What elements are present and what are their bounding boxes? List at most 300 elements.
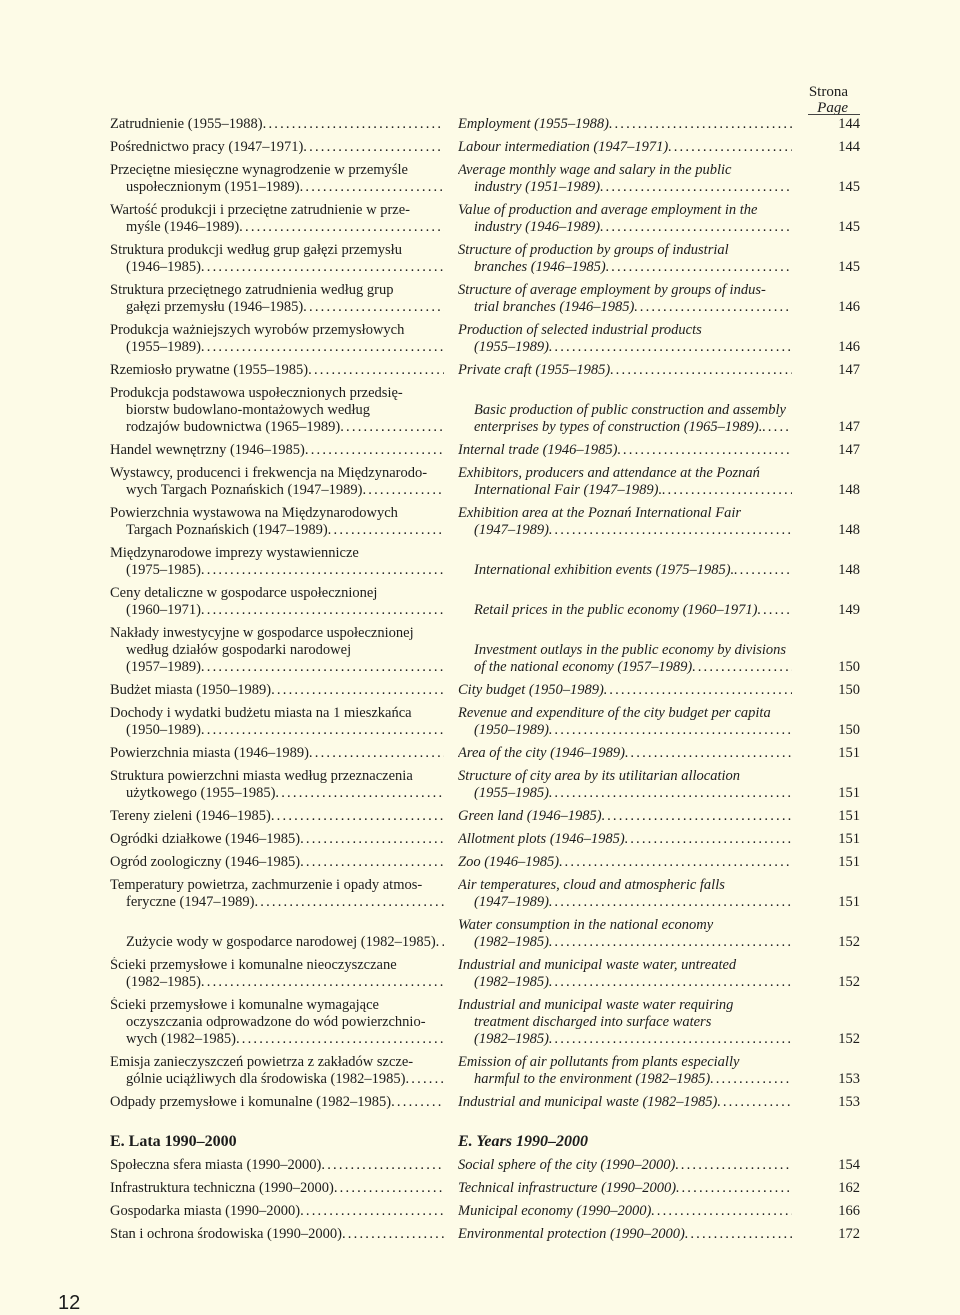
toc-entry [110, 854, 860, 871]
entry-title-en [458, 505, 792, 539]
entry-line-text: industry (1951–1989) [474, 179, 601, 195]
entry-line [458, 831, 792, 848]
entry-line-text: oczyszczania odprowadzone do wód powierzchnio- [126, 1014, 426, 1030]
dot-leader [263, 116, 444, 133]
entry-line [110, 116, 444, 133]
entry-line [458, 282, 792, 299]
entry-page-number: 150 [838, 682, 860, 698]
entry-line-text: Private craft (1955–1985) [458, 362, 611, 378]
entry-line [458, 139, 792, 156]
entry-line-text: rodzajów budownictwa (1965–1989) [126, 419, 341, 435]
entry-title-en [458, 139, 792, 156]
entry-line-text: Average monthly wage and salary in the public [458, 162, 732, 178]
toc-entry [110, 997, 860, 1048]
entry-line [458, 974, 792, 991]
entry-page-number: 149 [838, 602, 860, 618]
entry-line-text: Nakłady inwestycyjne w gospodarce uspołecznionej [110, 625, 414, 641]
entry-line [458, 1094, 792, 1111]
entry-line [458, 1226, 792, 1243]
dot-leader [634, 299, 792, 316]
entry-line-text: (1947–1989) [474, 894, 549, 910]
dot-leader [734, 562, 792, 579]
entry-line-text: Social sphere of the city (1990–2000) [458, 1157, 676, 1173]
entry-title-en [458, 1157, 792, 1174]
dot-leader [426, 1014, 444, 1031]
entry-title-en [458, 545, 792, 579]
entry-page-number: 148 [838, 562, 860, 578]
entry-line [110, 242, 444, 259]
entry-page-number: 151 [838, 745, 860, 761]
entry-page-number: 151 [838, 831, 860, 847]
entry-line-text: Exhibition area at the Poznań International Fair [458, 505, 741, 521]
entry-page-number: 148 [838, 522, 860, 538]
entry-line [458, 1054, 792, 1071]
entry-title-en [458, 957, 792, 991]
entry-line-text: Ogródki działkowe (1946–1985) [110, 831, 301, 847]
entry-line [458, 659, 792, 676]
entry-title-en [458, 162, 792, 196]
entry-title-en [458, 877, 792, 911]
entry-title-pl [110, 1180, 444, 1197]
entry-line [110, 745, 444, 762]
toc-entry [110, 202, 860, 236]
entry-page-number: 147 [838, 419, 860, 435]
entry-title-pl [110, 139, 444, 156]
entry-line [458, 419, 792, 436]
entry-line-text: Pośrednictwo pracy (1947–1971) [110, 139, 304, 155]
entry-line-text: (1982–1985) [474, 1031, 549, 1047]
toc-entry [110, 282, 860, 316]
entry-line-text: Zużycie wody w gospodarce narodowej (1982–1985) [126, 934, 436, 950]
entry-line-text: Internal trade (1946–1985) [458, 442, 618, 458]
page-margin [0, 0, 95, 1315]
entry-line [458, 877, 792, 894]
entry-line [458, 562, 792, 579]
dot-leader [303, 299, 444, 316]
entry-title-pl [110, 682, 444, 699]
dot-leader [236, 1031, 444, 1048]
dot-leader [786, 642, 792, 659]
entry-title-pl [110, 1094, 444, 1111]
entry-page-number: 146 [838, 299, 860, 315]
dot-leader [413, 768, 444, 785]
dot-leader [308, 362, 444, 379]
dot-leader [403, 385, 444, 402]
dot-leader [275, 785, 444, 802]
entry-line [110, 831, 444, 848]
entry-line [458, 997, 792, 1014]
entry-line-text: Labour intermediation (1947–1971) [458, 139, 669, 155]
entry-title-en [458, 1203, 792, 1220]
dot-leader [602, 808, 792, 825]
entry-line-text: City budget (1950–1989) [458, 682, 604, 698]
entry-line-text: (1946–1985) [126, 259, 201, 275]
entry-line-text: Produkcja podstawowa uspołecznionych przedsię- [110, 385, 403, 401]
entry-line [110, 997, 444, 1014]
entry-line-text: (1975–1985) [126, 562, 201, 578]
entry-title-pl [110, 625, 444, 676]
dot-leader [771, 705, 792, 722]
toc-entry [110, 1203, 860, 1220]
dot-leader [379, 997, 444, 1014]
dot-leader [201, 974, 444, 991]
entry-line [458, 402, 792, 419]
toc-header [110, 84, 860, 116]
entry-line [110, 974, 444, 991]
toc-entry [110, 808, 860, 825]
dot-leader [342, 1226, 444, 1243]
entry-line-text: Zatrudnienie (1955–1988) [110, 116, 263, 132]
entry-line-text: Dochody i wydatki budżetu miasta na 1 mieszkańca [110, 705, 412, 721]
page-label: Page [817, 100, 848, 116]
dot-leader [609, 116, 792, 133]
entry-title-pl [110, 465, 444, 499]
entry-line-text: Environmental protection (1990–2000) [458, 1226, 685, 1242]
dot-leader [739, 1054, 792, 1071]
dot-leader [405, 1071, 444, 1088]
entry-title-pl [110, 322, 444, 356]
entry-line [110, 808, 444, 825]
toc-entry [110, 139, 860, 156]
dot-leader [201, 659, 444, 676]
entry-page-number: 152 [838, 934, 860, 950]
dot-leader [549, 522, 792, 539]
toc-entry [110, 505, 860, 539]
dot-leader [351, 642, 444, 659]
dot-leader [675, 1157, 792, 1174]
entry-page-number: 152 [838, 974, 860, 990]
entry-line-text: Targach Poznańskich (1947–1989) [126, 522, 328, 538]
dot-leader [391, 1094, 444, 1111]
entry-line [458, 482, 792, 499]
entry-line-text: Tereny zieleni (1946–1985) [110, 808, 271, 824]
entry-line [458, 242, 792, 259]
toc-entry [110, 585, 860, 619]
entry-line-text: (1950–1989) [474, 722, 549, 738]
entry-line-text: industry (1946–1989) [474, 219, 601, 235]
dot-leader [766, 282, 792, 299]
entry-line [110, 1071, 444, 1088]
toc-entry [110, 1094, 860, 1111]
dot-leader [711, 1014, 792, 1031]
entry-line-text: Infrastruktura techniczna (1990–2000) [110, 1180, 334, 1196]
entry-line [110, 162, 444, 179]
entry-line-text: treatment discharged into surface waters [474, 1014, 712, 1030]
entry-line-text: Air temperatures, cloud and atmospheric falls [458, 877, 725, 893]
dot-leader [254, 894, 444, 911]
entry-line-text: enterprises by types of construction (1965–1989). [474, 419, 763, 435]
entry-line-text: Produkcja ważniejszych wyrobów przemysłowych [110, 322, 405, 338]
entry-line [458, 768, 792, 785]
entry-line [458, 585, 792, 602]
entry-line-text: (1982–1985) [474, 974, 549, 990]
entry-title-en [458, 854, 792, 871]
entry-line-text: Temperatury powietrza, zachmurzenie i opady atmos- [110, 877, 423, 893]
entry-line [458, 745, 792, 762]
entry-line [458, 894, 792, 911]
toc-entry [110, 831, 860, 848]
dot-leader [328, 522, 444, 539]
entry-title-en [458, 705, 792, 739]
dot-leader [422, 877, 444, 894]
entry-line [110, 442, 444, 459]
entry-line [110, 419, 444, 436]
entry-line [458, 934, 792, 951]
entry-line [110, 1157, 444, 1174]
entry-line-text: International exhibition events (1975–1985). [474, 562, 735, 578]
entry-title-en [458, 1180, 792, 1197]
entry-line [110, 219, 444, 236]
dot-leader [549, 934, 792, 951]
entry-line-text: Wartość produkcji i przeciętne zatrudnienie w prze- [110, 202, 410, 218]
toc-entry [110, 957, 860, 991]
entry-line [110, 505, 444, 522]
entry-line-text: Społeczna sfera miasta (1990–2000) [110, 1157, 322, 1173]
dot-leader [549, 974, 792, 991]
dot-leader [413, 1054, 444, 1071]
entry-line [458, 179, 792, 196]
entry-line [458, 1071, 792, 1088]
entry-line-text: trial branches (1946–1985) [474, 299, 635, 315]
entry-line-text: Ścieki przemysłowe i komunalne nieoczyszczane [110, 957, 397, 973]
entry-line [110, 562, 444, 579]
entry-page-number: 147 [838, 362, 860, 378]
entry-line-text: Structure of production by groups of industrial [458, 242, 729, 258]
dot-leader [651, 1203, 792, 1220]
dot-leader [271, 808, 444, 825]
entry-line [110, 917, 444, 934]
dot-leader [370, 402, 444, 419]
toc-entry [110, 242, 860, 276]
entry-line [110, 259, 444, 276]
entry-line [110, 545, 444, 562]
dot-leader [410, 202, 444, 219]
dot-leader [549, 1031, 792, 1048]
entry-line-text: Employment (1955–1988) [458, 116, 610, 132]
entry-line-text: Powierzchnia wystawowa na Międzynarodowych [110, 505, 398, 521]
dot-leader [604, 682, 792, 699]
entry-line [110, 894, 444, 911]
dot-leader [549, 785, 792, 802]
dot-leader [300, 179, 444, 196]
entry-title-en [458, 682, 792, 699]
entry-line [458, 682, 792, 699]
entry-page-number: 150 [838, 722, 860, 738]
entry-title-en [458, 997, 792, 1048]
entry-page-number: 144 [838, 139, 860, 155]
entry-title-pl [110, 997, 444, 1048]
entry-title-pl [110, 242, 444, 276]
dot-leader [729, 242, 792, 259]
dot-leader [334, 1180, 444, 1197]
toc-entry [110, 917, 860, 951]
entry-title-pl [110, 1157, 444, 1174]
entry-line [458, 1157, 792, 1174]
entry-line [458, 705, 792, 722]
entry-line-text: feryczne (1947–1989) [126, 894, 255, 910]
dot-leader [600, 179, 792, 196]
toc-entry [110, 877, 860, 911]
dot-leader [685, 1226, 792, 1243]
toc-entry [110, 322, 860, 356]
entry-line [110, 682, 444, 699]
entry-line-text: Allotment plots (1946–1985) [458, 831, 625, 847]
dot-leader [114, 917, 444, 934]
entry-line-text: Exhibitors, producers and attendance at the Poznań [458, 465, 760, 481]
dot-leader [717, 1094, 792, 1111]
entry-line [110, 522, 444, 539]
dot-leader [201, 562, 444, 579]
entry-line [110, 957, 444, 974]
entry-page-number: 166 [838, 1203, 860, 1219]
entry-line [458, 602, 792, 619]
entry-line [458, 259, 792, 276]
entry-title-en [458, 1054, 792, 1088]
dot-leader [617, 442, 792, 459]
table-of-contents [110, 84, 860, 1243]
dot-leader [321, 1157, 444, 1174]
entry-line [110, 1226, 444, 1243]
entry-line-text: Value of production and average employment in the [458, 202, 758, 218]
entry-line [458, 785, 792, 802]
entry-page-number: 172 [838, 1226, 860, 1242]
entry-line [110, 385, 444, 402]
entry-page-number: 145 [838, 219, 860, 235]
toc-entry [110, 116, 860, 133]
entry-line [110, 934, 444, 951]
entry-line [458, 116, 792, 133]
entry-line-text: (1982–1985) [474, 934, 549, 950]
entry-line-text: Water consumption in the national economy [458, 917, 714, 933]
page-number: 12 [58, 1292, 81, 1314]
entry-title-en [458, 362, 792, 379]
entry-page-number: 148 [838, 482, 860, 498]
entry-line-text: Revenue and expenditure of the city budget per capita [458, 705, 771, 721]
dot-leader [762, 419, 792, 436]
entry-page-number: 145 [838, 259, 860, 275]
toc-entry [110, 682, 860, 699]
dot-leader [600, 219, 792, 236]
entry-line-text: Ogród zoologiczny (1946–1985) [110, 854, 301, 870]
entry-title-pl [110, 831, 444, 848]
entry-title-pl [110, 202, 444, 236]
entry-line [110, 625, 444, 642]
entry-title-pl [110, 877, 444, 911]
toc-entry [110, 442, 860, 459]
entry-line-text: uspołecznionym (1951–1989) [126, 179, 300, 195]
entry-page-number: 146 [838, 339, 860, 355]
dot-leader [549, 722, 792, 739]
entry-title-pl [110, 1054, 444, 1088]
entry-line [458, 322, 792, 339]
entry-title-en [458, 745, 792, 762]
entry-line-text: Zoo (1946–1985) [458, 854, 560, 870]
entry-title-en [458, 1094, 792, 1111]
dot-leader [402, 242, 444, 259]
dot-leader [462, 625, 792, 642]
dot-leader [340, 419, 444, 436]
entry-title-pl [110, 585, 444, 619]
dot-leader [725, 877, 792, 894]
entry-page-number: 154 [838, 1157, 860, 1173]
entry-line-text: Emission of air pollutants from plants especially [458, 1054, 740, 1070]
toc-entry [110, 545, 860, 579]
entry-title-en [458, 282, 792, 316]
entry-line [110, 768, 444, 785]
entry-line-text: Green land (1946–1985) [458, 808, 602, 824]
entry-line [458, 722, 792, 739]
entry-page-number: 150 [838, 659, 860, 675]
entry-line [110, 465, 444, 482]
entry-title-pl [110, 1226, 444, 1243]
entry-title-en [458, 322, 792, 356]
entry-title-pl [110, 854, 444, 871]
entry-line [110, 179, 444, 196]
entry-line [458, 1203, 792, 1220]
entry-page-number: 151 [838, 854, 860, 870]
dot-leader [733, 997, 792, 1014]
entry-line-text: Międzynarodowe imprezy wystawiennicze [110, 545, 359, 561]
dot-leader [758, 602, 793, 619]
dot-leader [239, 219, 444, 236]
entry-page-number: 151 [838, 785, 860, 801]
entry-line [110, 202, 444, 219]
entry-line [110, 1180, 444, 1197]
entry-line-text: Basic production of public construction and assembly [474, 402, 786, 418]
dot-leader [201, 602, 444, 619]
entry-line [458, 505, 792, 522]
toc-entries-e [110, 1157, 860, 1243]
dot-leader [741, 505, 792, 522]
entry-title-pl [110, 505, 444, 539]
entry-line [110, 602, 444, 619]
entry-line-text: Gospodarka miasta (1990–2000) [110, 1203, 301, 1219]
entry-page-number: 153 [838, 1071, 860, 1087]
entry-title-en [458, 1226, 792, 1243]
dot-leader [271, 682, 444, 699]
dot-leader [713, 917, 792, 934]
toc-entry [110, 768, 860, 802]
section-e [110, 1133, 860, 1243]
entry-line [110, 642, 444, 659]
entry-title-pl [110, 116, 444, 133]
dot-leader [377, 585, 444, 602]
entry-title-pl [110, 957, 444, 991]
entry-line [458, 385, 792, 402]
dot-leader [436, 934, 444, 951]
entry-title-pl [110, 545, 444, 579]
dot-leader [676, 1180, 792, 1197]
entry-line-text: (1960–1971) [126, 602, 201, 618]
entry-line [110, 1031, 444, 1048]
entry-line [110, 854, 444, 871]
entry-line [458, 917, 792, 934]
entry-line-text: Area of the city (1946–1989) [458, 745, 625, 761]
entry-line-text: (1955–1989) [126, 339, 201, 355]
toc-entry [110, 1226, 860, 1243]
dot-leader [625, 831, 792, 848]
entry-line-text: biorstw budowlano-montażowych według [126, 402, 371, 418]
entry-title-en [458, 831, 792, 848]
toc-entry [110, 625, 860, 676]
entry-title-pl [110, 705, 444, 739]
entry-line [458, 162, 792, 179]
entry-title-en [458, 465, 792, 499]
entry-line [110, 322, 444, 339]
entry-line-text: Industrial and municipal waste water requiring [458, 997, 734, 1013]
entry-page-number: 151 [838, 894, 860, 910]
entry-title-en [458, 385, 792, 436]
